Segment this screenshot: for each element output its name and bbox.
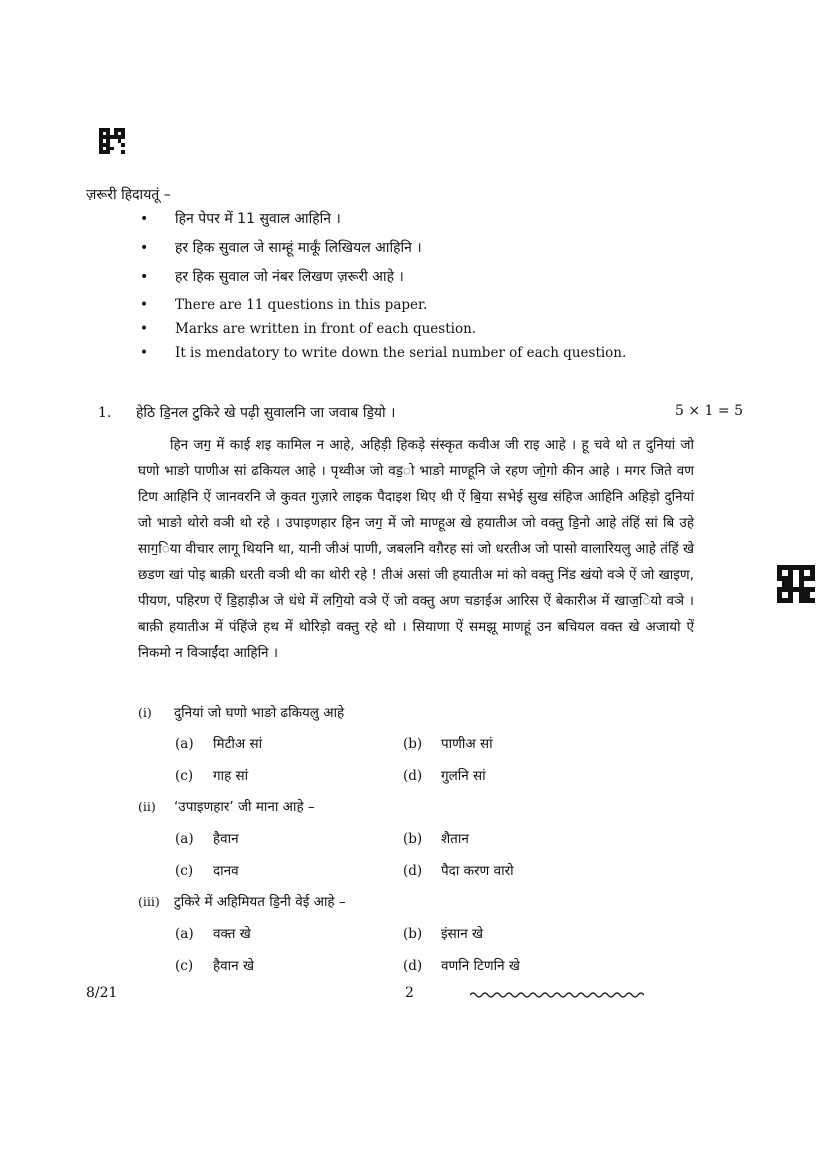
- page-number: 2: [405, 985, 414, 1001]
- passage: हिन जग॒ में काई शइ कामिल न आहे, अहिड़ी हिकड़े संस्कृत कवीअ जी राइ आहे । हू चवे थो त दुनियां जो घणो भाङो पाणीअ सां ढकियल आहे । पृथ्वीअ जो वड॒ो भाङो माण्हूनि जे रहण जो॒गो कीन आहे । मगर जिते वण टिण आहिनि ऐं जानवरनि जे कुवत गुज़ारे लाइक पैदाइश थिए थी ऐं बि॒या सभेई सुख संहिज आहिनि अहिड़ो दुनियां जो भाङो थोरो वञी थो रहे । उपाइणहार हिन जग॒ में जो माण्हूअ खे हयातीअ जो वक्तु डि॒नो आहे तंहिं सां बि उहे साग॒िया वीचार लागू थियनि था, यानी जीअं पाणी, जबलनि वग़ैरह सां जो धरतीअ जो पासो वालारियलु आहे तंहिं खे छडण खां पोइ बाक़ी धरती वञी थी का थोरी रहे ! तीअं असां जी हयातीअ मां को वक्तु निंड खंयो वञे ऐं जो खाइण, पीयण, पहिरण ऐं डि॒हाड़ीअ जे धंधे में लगि॒यो वञे ऐं जो वक्तु अण चङाईअ आरिस ऐं बेकारीअ में खाज॒ियो वञे । बाक़ी हयातीअ में पंहिंजे हथ में थोरिड़ो वक्तु रहे थो । सियाणा ऐं समझू माणहूं उन बचियल वक्त खे अजायो ऐं निकमो न विञाईंदा आहिनि ।: [138, 437, 694, 661]
- option-c: (c) गाह सां: [175, 768, 249, 784]
- instruction-item: • Marks are written in front of each question.: [140, 317, 700, 341]
- subquestion-ii: [138, 797, 315, 815]
- instruction-item: • हर हिक सुवाल जो नंबर लिखण ज़रूरी आहे ।: [140, 265, 700, 289]
- question-number: 1.: [98, 405, 112, 421]
- option-a: (a) वक्त खे: [175, 926, 251, 942]
- instruction-item: • हर हिक सुवाल जे साम्हूं मार्कूं लिखियल आहिनि ।: [140, 236, 700, 260]
- subquestion-text: टुकिरे में अहिमियत डि॒नी वेई आहे –: [174, 894, 346, 910]
- subquestion-number: (ii): [138, 799, 156, 814]
- option-c: (c) दानव: [175, 863, 239, 879]
- question-marks: 5 × 1 = 5: [675, 403, 743, 419]
- qr-code-icon: [99, 128, 125, 154]
- option-b: (b) शैतान: [403, 831, 469, 847]
- subquestion-number: (iii): [138, 894, 160, 909]
- option-d: (d) गुलनि सां: [403, 768, 486, 784]
- wavy-line-icon: [470, 990, 644, 1000]
- option-b: (b) इंसान खे: [403, 926, 484, 942]
- bullet-icon: •: [140, 297, 148, 313]
- option-b: (b) पाणीअ सां: [403, 736, 493, 752]
- bullet-icon: •: [140, 345, 148, 361]
- instruction-item: • There are 11 questions in this paper.: [140, 293, 700, 317]
- option-a: (a) मिटीअ सां: [175, 736, 263, 752]
- instructions-title: ज़रूरी हिदायतूं –: [86, 187, 171, 203]
- question-prompt: हेठि डि॒नल टुकिरे खे पढ़ी सुवालनि जा जवाब डि॒यो ।: [136, 405, 396, 421]
- qr-code-icon: [777, 565, 815, 603]
- bullet-icon: •: [140, 240, 149, 256]
- instruction-item: • It is mendatory to write down the serial number of each question.: [140, 341, 700, 365]
- bullet-icon: •: [140, 211, 149, 227]
- subquestion-text: ‘उपाइणहार’ जी माना आहे –: [174, 799, 315, 815]
- question-1-header: [98, 403, 743, 422]
- bullet-icon: •: [140, 269, 149, 285]
- subquestion-i: [138, 703, 344, 721]
- option-d: (d) पैदा करण वारो: [403, 863, 514, 879]
- subquestion-number: (i): [138, 705, 152, 720]
- subquestion-iii: [138, 892, 346, 910]
- paper-code: 8/21: [86, 985, 118, 1001]
- subquestion-text: दुनियां जो घणो भाङो ढकियलु आहे: [174, 705, 345, 721]
- option-d: (d) वणनि टिणनि खे: [403, 958, 520, 974]
- bullet-icon: •: [140, 321, 148, 337]
- instructions-list: [140, 207, 700, 365]
- option-c: (c) हैवान खे: [175, 958, 254, 974]
- instruction-item: • हिन पेपर में 11 सुवाल आहिनि ।: [140, 207, 700, 231]
- option-a: (a) हैवान: [175, 831, 239, 847]
